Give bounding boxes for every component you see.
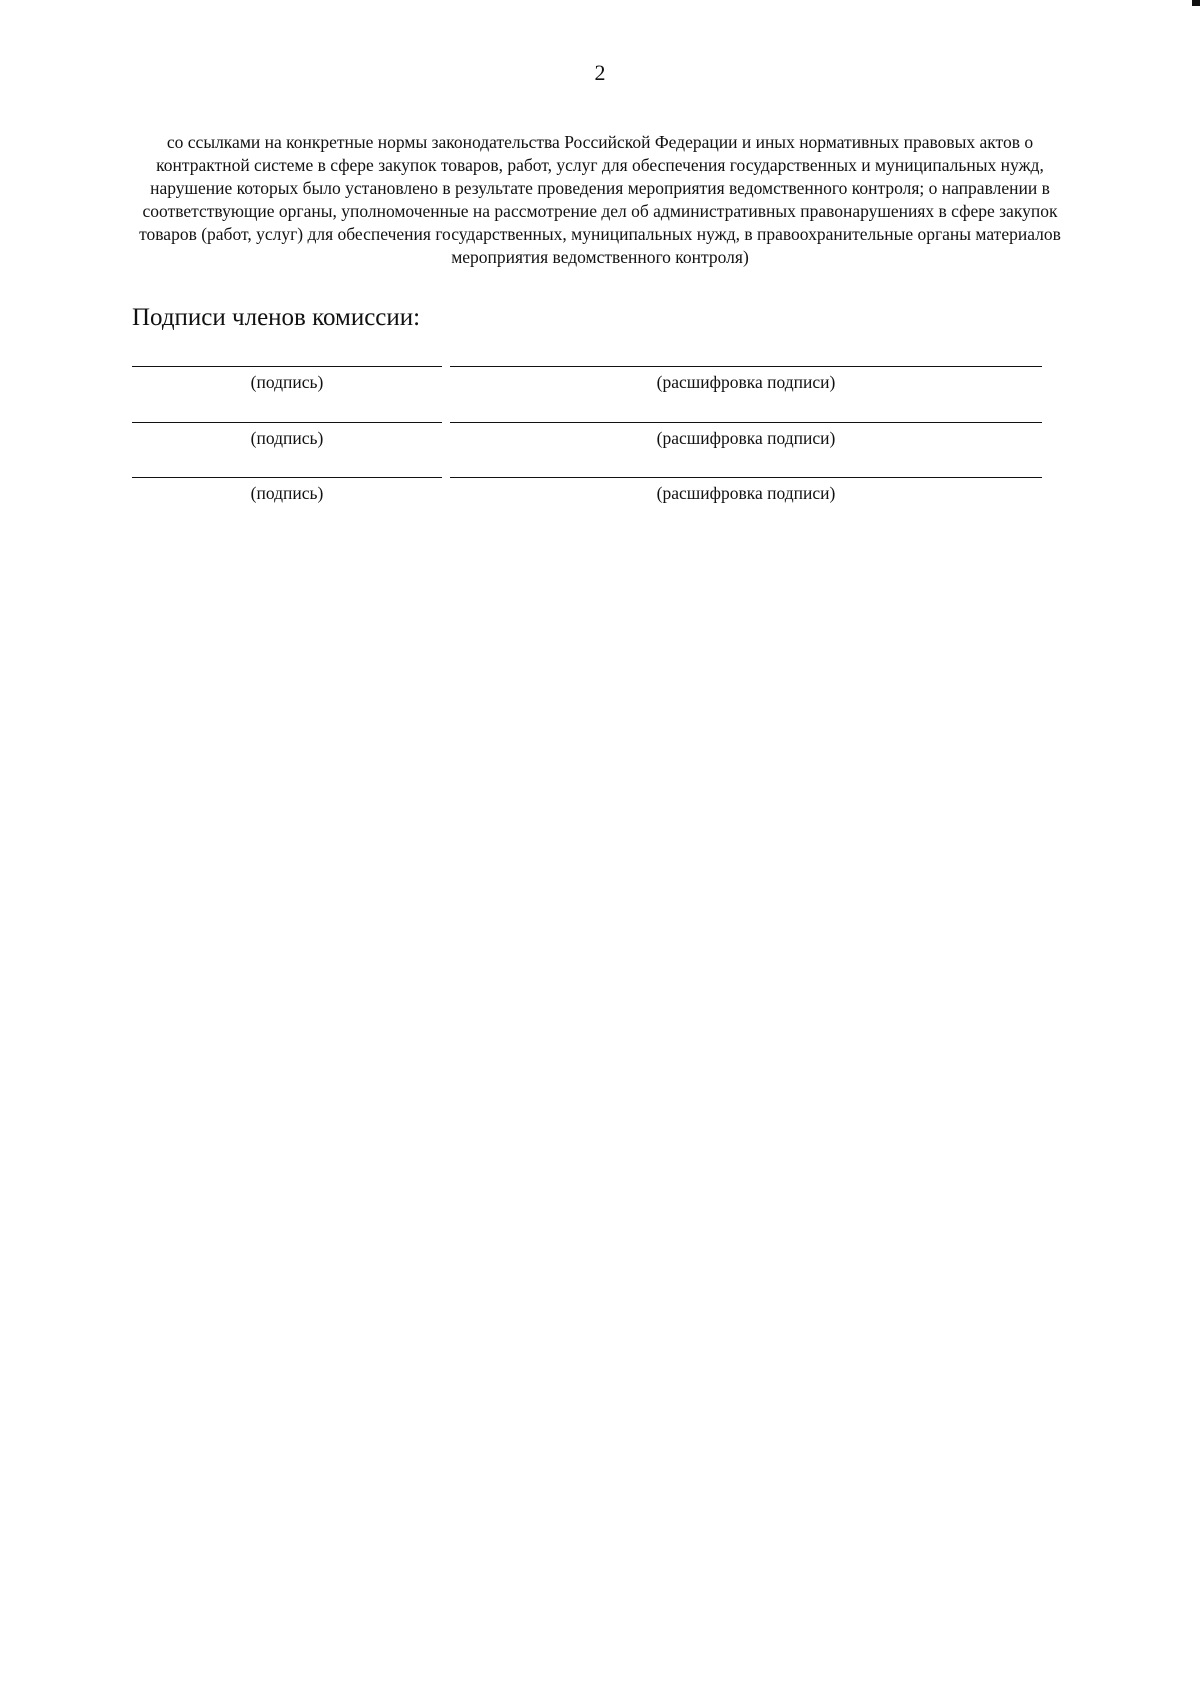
intro-line: со ссылками на конкретные нормы законодательства Российской Федерации и иных нормативных правовых актов о <box>166 132 1034 152</box>
signature-caption: (подпись) <box>250 372 324 392</box>
signature-caption: (подпись) <box>250 483 324 503</box>
signature-row <box>132 477 1042 517</box>
signature-row <box>132 422 1042 462</box>
commission-signatures-heading: Подписи членов комиссии: <box>132 304 421 331</box>
scan-corner-mark <box>1192 0 1200 6</box>
intro-paragraph <box>50 131 1150 269</box>
signature-transcript-line[interactable] <box>450 366 1042 367</box>
page-number: 2 <box>594 60 606 85</box>
signature-transcript-caption: (расшифровка подписи) <box>656 428 836 448</box>
intro-line: соответствующие органы, уполномоченные на рассмотрение дел об административных правонарушениях в сфере закупок <box>142 201 1058 221</box>
signature-transcript-caption: (расшифровка подписи) <box>656 372 836 392</box>
signature-line[interactable] <box>132 477 442 478</box>
intro-line: мероприятия ведомственного контроля) <box>451 247 749 267</box>
signature-row <box>132 366 1042 406</box>
signature-line[interactable] <box>132 422 442 423</box>
signature-line[interactable] <box>132 366 442 367</box>
signature-transcript-line[interactable] <box>450 477 1042 478</box>
intro-line: контрактной системе в сфере закупок товаров, работ, услуг для обеспечения государственных и муниципальных нужд, <box>156 155 1044 175</box>
signature-transcript-line[interactable] <box>450 422 1042 423</box>
intro-line: товаров (работ, услуг) для обеспечения государственных, муниципальных нужд, в правоохранительные органы материалов <box>139 224 1061 244</box>
intro-line: нарушение которых было установлено в результате проведения мероприятия ведомственного контроля; о направлении в <box>150 178 1050 198</box>
signature-transcript-caption: (расшифровка подписи) <box>656 483 836 503</box>
signature-caption: (подпись) <box>250 428 324 448</box>
